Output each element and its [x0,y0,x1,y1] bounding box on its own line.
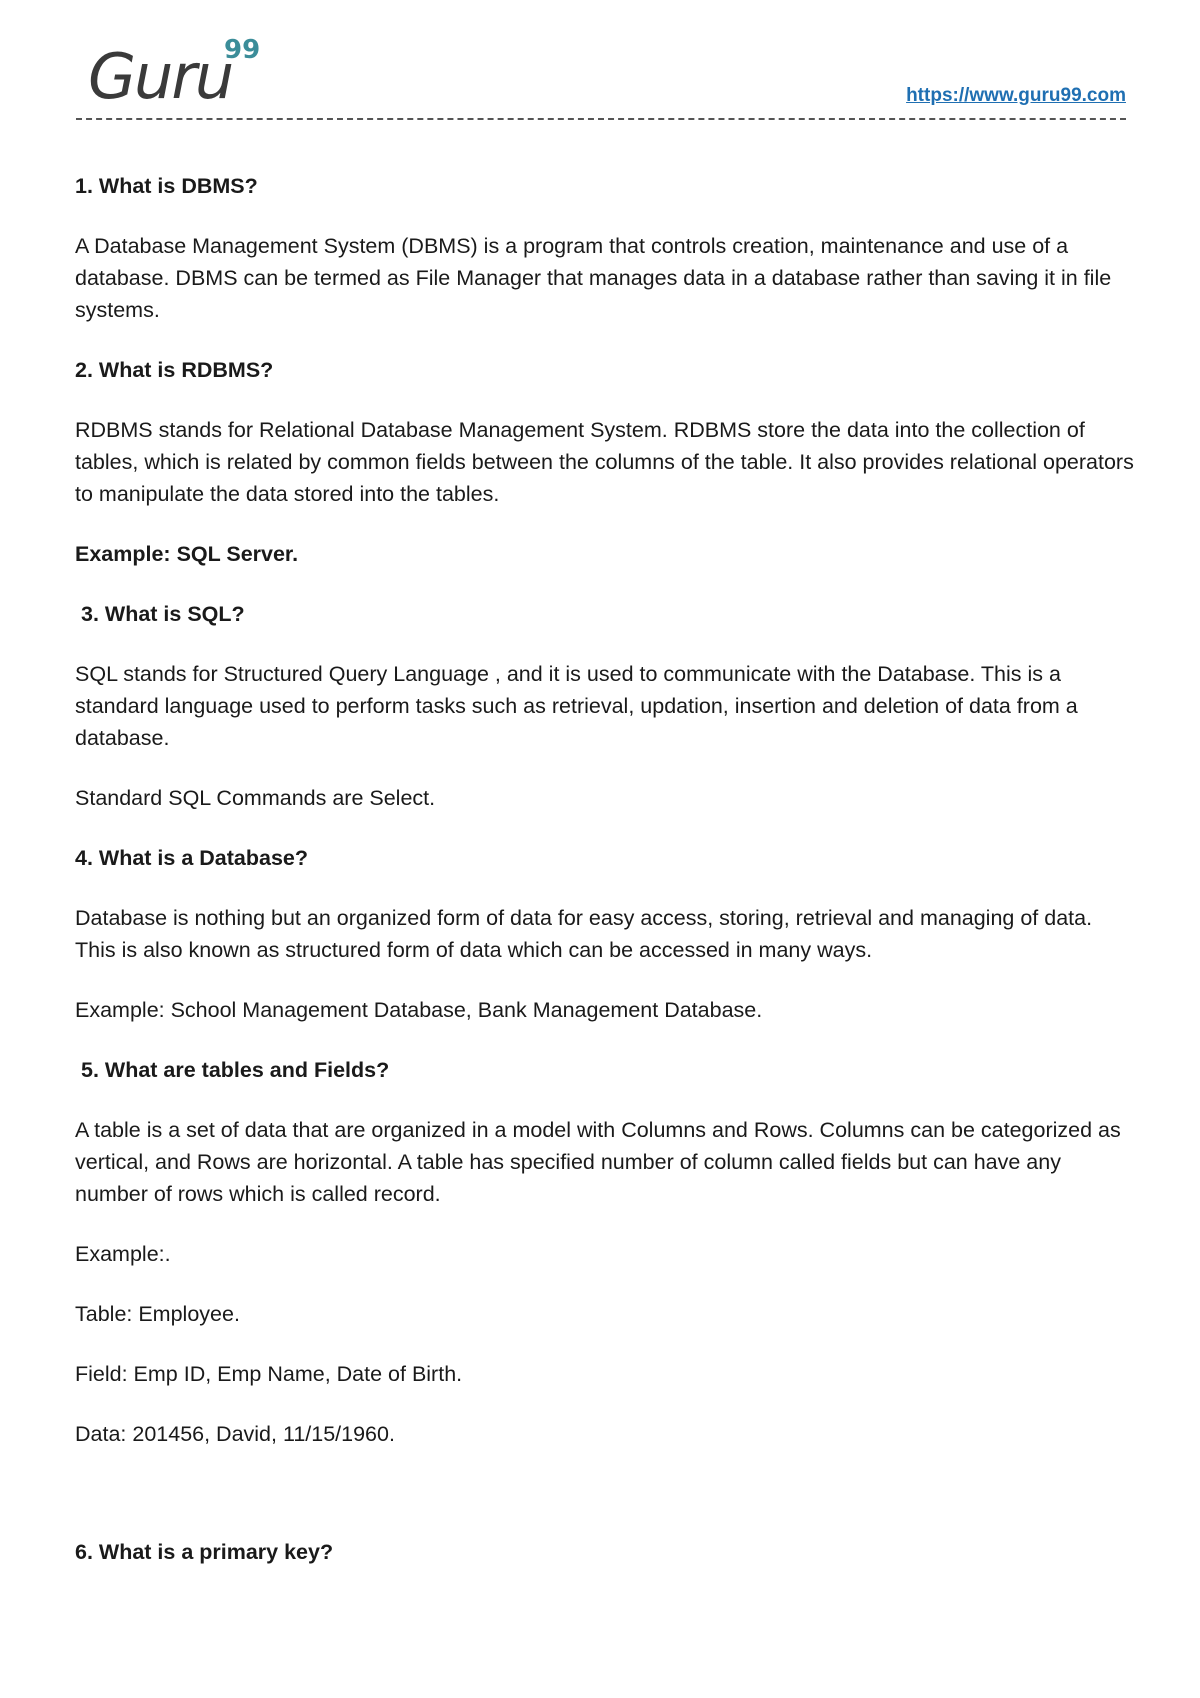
question-heading: 6. What is a primary key? [75,1540,334,1564]
answer-paragraph: A table is a set of data that are organized in a model with Columns and Rows. Columns can be categorized as vertical, and Rows are horizontal. A table has specified number of column called fields but can have any number of rows which is called record. [75,1118,1121,1206]
answer-paragraph: Database is nothing but an organized form of data for easy access, storing, retrieval and managing of data. This is also known as structured form of data which can be accessed in many ways. [75,906,1093,962]
question-heading: 3. What is SQL? [81,602,245,626]
page-header [76,22,1126,132]
example-line: Table: Employee. [75,1302,240,1326]
answer-paragraph: RDBMS stands for Relational Database Management System. RDBMS store the data into the collection of tables, which is related by common fields between the columns of the table. It also provides relational operators to manipulate the data stored into the tables. [75,418,1134,506]
answer-paragraph: SQL stands for Structured Query Language , and it is used to communicate with the Database. This is a standard language used to perform tasks such as retrieval, updation, insertion and deletion of data from a database. [75,662,1078,750]
header-divider [76,118,1126,120]
site-link[interactable]: https://www.guru99.com [906,85,1126,106]
document-body [75,170,1135,1596]
answer-paragraph: Standard SQL Commands are Select. [75,786,436,810]
example-line: Data: 201456, David, 11/15/1960. [75,1422,395,1446]
example-line: Example:. [75,1242,171,1266]
svg-text:99: 99 [224,35,261,65]
answer-paragraph: A Database Management System (DBMS) is a program that controls creation, maintenance and use of a database. DBMS can be termed as File Manager that manages data in a database rather than saving it in file systems. [75,234,1112,322]
guru99-logo [88,28,288,118]
example-line: Field: Emp ID, Emp Name, Date of Birth. [75,1362,463,1386]
question-heading: 4. What is a Database? [75,846,308,870]
question-heading: 2. What is RDBMS? [75,358,274,382]
example-line: Example: SQL Server. [75,542,299,566]
svg-text:Guru: Guru [88,40,233,113]
question-heading: 5. What are tables and Fields? [81,1058,390,1082]
question-heading: 1. What is DBMS? [75,174,258,198]
example-line: Example: School Management Database, Bank Management Database. [75,998,763,1022]
